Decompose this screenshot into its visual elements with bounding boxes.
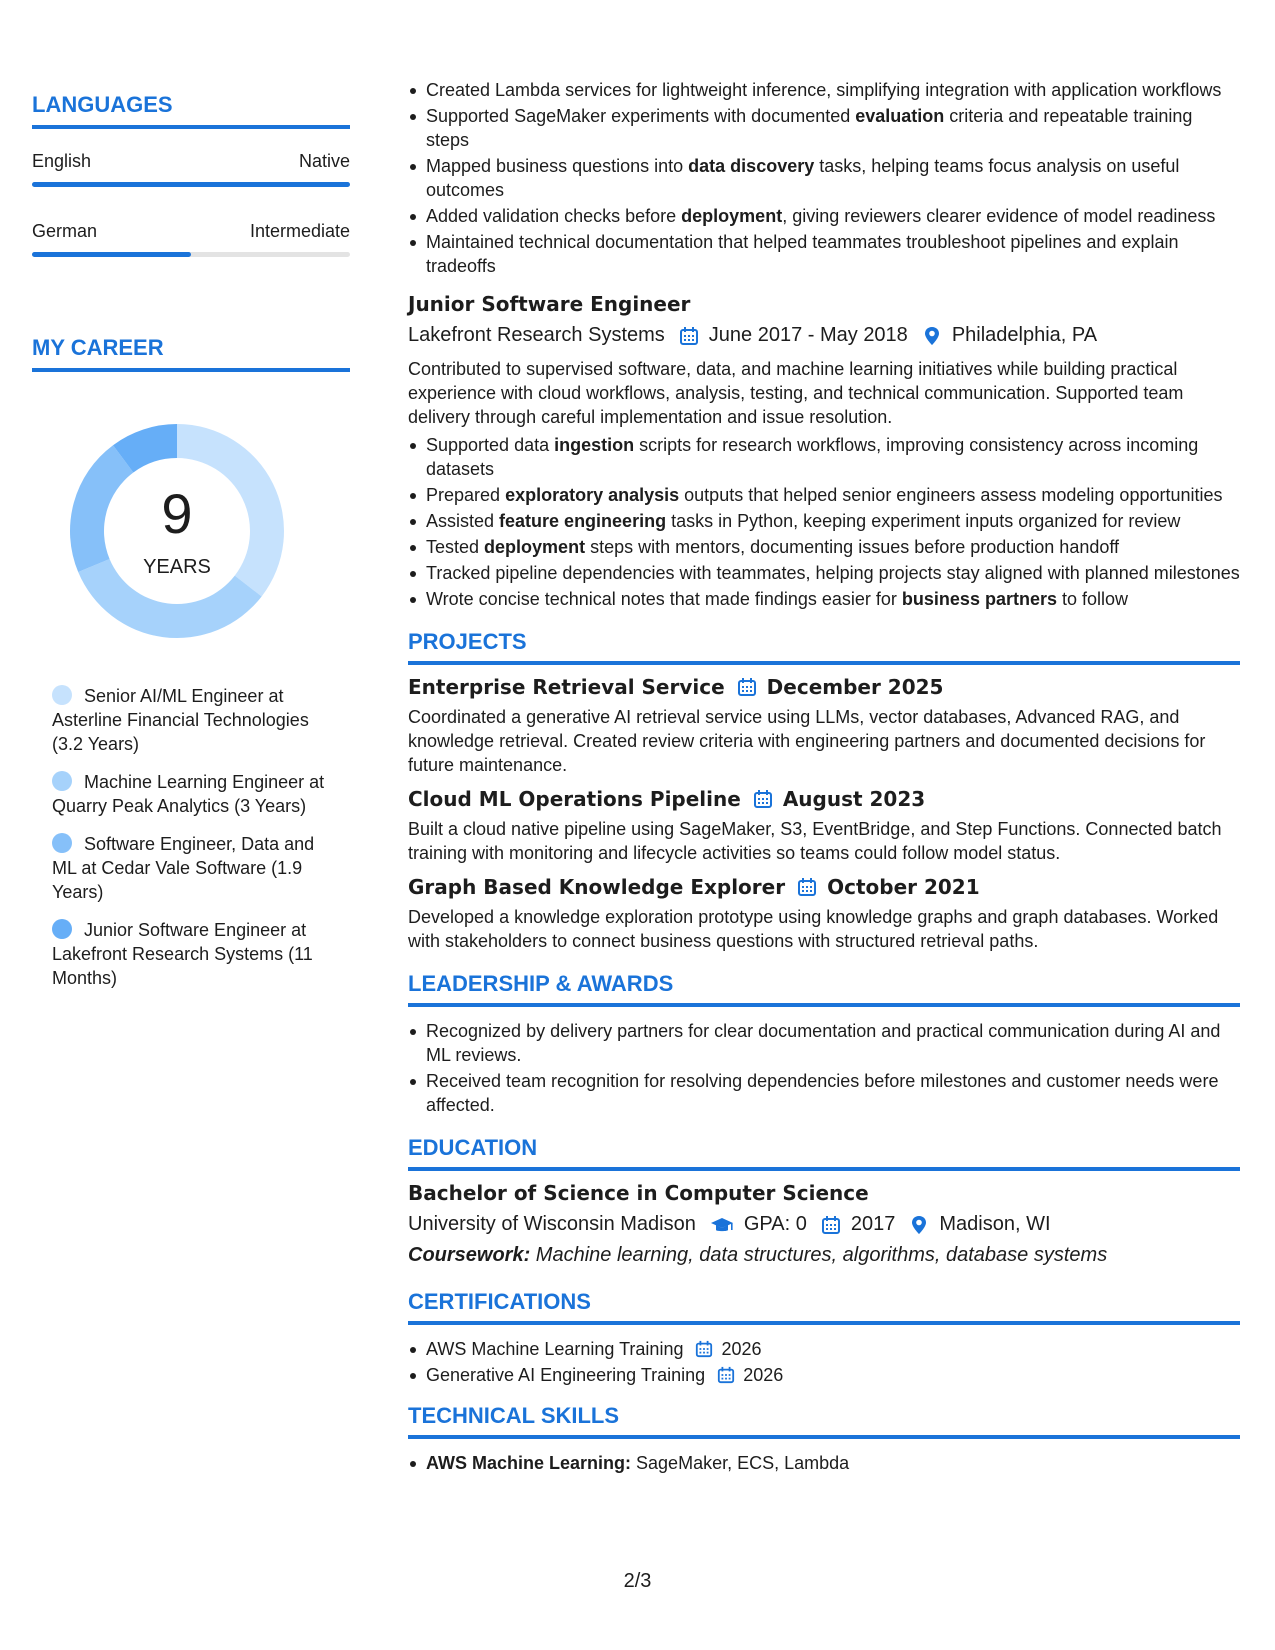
bullet-text: Mapped business questions into	[426, 156, 689, 176]
education-title: EDUCATION	[408, 1135, 1240, 1171]
calendar-icon	[695, 1340, 713, 1358]
bullet-text: Tested	[426, 537, 485, 557]
bullet-item	[426, 104, 1240, 152]
language-proficiency-fill	[32, 182, 350, 187]
skill-item	[426, 1451, 1240, 1475]
language-proficiency-fill	[32, 252, 191, 257]
bullet-text: steps with mentors, documenting issues before production handoff	[585, 537, 1120, 557]
bold-keyword: evaluation	[855, 106, 945, 126]
career-legend	[52, 684, 332, 990]
language-item	[32, 151, 350, 187]
bold-keyword: ingestion	[554, 435, 635, 455]
bullet-text: outputs that helped senior engineers assess modeling opportunities	[679, 485, 1223, 505]
bullet-text: Supported data	[426, 435, 555, 455]
languages-title: LANGUAGES	[32, 92, 350, 129]
bullet-text: Tracked pipeline dependencies with teammates, helping projects stay aligned with planned milestones	[426, 563, 1240, 583]
job-location: Philadelphia, PA	[951, 324, 1098, 346]
language-level: Intermediate	[249, 221, 350, 241]
project-date: October 2021	[827, 875, 980, 899]
bullet-item	[426, 535, 1240, 559]
bullet-item	[426, 483, 1240, 507]
certification-item	[426, 1337, 1240, 1361]
project-date: August 2023	[782, 787, 926, 811]
calendar-icon	[679, 326, 699, 346]
project-item	[408, 787, 1240, 865]
legend-dot	[52, 685, 72, 705]
bullet-item	[426, 509, 1240, 533]
career-title: MY CAREER	[32, 335, 350, 372]
coursework-text: Machine learning, data structures, algorithms, database systems	[530, 1244, 1108, 1266]
career-role-text: Software Engineer, Data and ML at Cedar Vale Software (1.9 Years)	[52, 834, 315, 902]
bullet-item	[426, 587, 1240, 611]
certifications-list	[408, 1337, 1240, 1387]
project-description: Built a cloud native pipeline using SageMaker, S3, EventBridge, and Step Functions. Connected batch training with monitoring and lifecycle activities so teams could follow model status.	[408, 819, 1222, 863]
projects-list	[408, 675, 1240, 953]
certifications-title: CERTIFICATIONS	[408, 1289, 1240, 1325]
certification-year: 2026	[721, 1339, 762, 1359]
career-role-text: Machine Learning Engineer at Quarry Peak Analytics (3 Years)	[52, 772, 325, 816]
leadership-item: Recognized by delivery partners for clear documentation and practical communication during AI and ML reviews.	[426, 1019, 1240, 1067]
calendar-icon	[753, 789, 773, 809]
bullet-text: Assisted	[426, 511, 500, 531]
skill-label: AWS Machine Learning:	[426, 1453, 632, 1473]
skill-value: SageMaker, ECS, Lambda	[631, 1453, 850, 1473]
legend-dot	[52, 919, 72, 939]
career-legend-item	[52, 918, 332, 990]
project-description: Coordinated a generative AI retrieval service using LLMs, vector databases, Advanced RAG, and knowledge retrieval. Created review criteria with engineering partners and documented decisions for future maintenance.	[408, 707, 1206, 775]
bullet-text: scripts for research workflows, improving consistency across incoming datasets	[426, 435, 1199, 479]
job-company: Lakefront Research Systems	[408, 324, 665, 346]
job-meta	[408, 324, 1240, 347]
bullet-text: Supported SageMaker experiments with documented	[426, 106, 856, 126]
bullet-text: , giving reviewers clearer evidence of model readiness	[782, 206, 1216, 226]
job-title: Junior Software Engineer	[408, 292, 691, 316]
leadership-title: LEADERSHIP & AWARDS	[408, 971, 1240, 1007]
calendar-icon	[797, 877, 817, 897]
project-name: Enterprise Retrieval Service	[408, 675, 725, 699]
school-location: Madison, WI	[939, 1213, 1051, 1235]
bold-keyword: exploratory analysis	[505, 485, 680, 505]
certification-name: Generative AI Engineering Training	[426, 1365, 706, 1385]
map-pin-icon	[922, 326, 942, 346]
sidebar	[32, 92, 350, 1004]
legend-dot	[52, 833, 72, 853]
bullet-text: Wrote concise technical notes that made findings easier for	[426, 589, 902, 609]
project-date: December 2025	[766, 675, 944, 699]
page-number: 2/3	[623, 1570, 652, 1592]
career-legend-item	[52, 832, 332, 904]
bullet-item	[426, 561, 1240, 585]
bullet-text: Maintained technical documentation that helped teammates troubleshoot pipelines and explain tradeoffs	[426, 232, 1179, 276]
bullet-item	[426, 204, 1240, 228]
language-level: Native	[298, 151, 350, 171]
skills-list	[408, 1451, 1240, 1475]
school-name: University of Wisconsin Madison	[408, 1213, 696, 1235]
certification-year: 2026	[743, 1365, 784, 1385]
bullet-item	[426, 433, 1240, 481]
skills-title: TECHNICAL SKILLS	[408, 1403, 1240, 1439]
career-total-unit: YEARS	[143, 556, 211, 578]
bullet-item	[426, 78, 1240, 102]
language-item	[32, 221, 350, 257]
graduation-cap-icon	[710, 1215, 734, 1235]
languages-list	[32, 151, 350, 257]
bullet-text: criteria and repeatable training steps	[426, 106, 1193, 150]
bold-keyword: data discovery	[688, 156, 815, 176]
bullet-text: to follow	[1056, 589, 1129, 609]
graduation-year: 2017	[850, 1213, 896, 1235]
projects-title: PROJECTS	[408, 629, 1240, 665]
calendar-icon	[821, 1215, 841, 1235]
bullet-text: tasks in Python, keeping experiment inputs organized for review	[666, 511, 1181, 531]
career-total-number: 9	[161, 482, 193, 545]
education-meta	[408, 1213, 1240, 1236]
bullet-text: Created Lambda services for lightweight inference, simplifying integration with application workflows	[426, 80, 1222, 100]
bullet-item	[426, 154, 1240, 202]
calendar-icon	[737, 677, 757, 697]
main-content	[408, 78, 1240, 1477]
project-name: Cloud ML Operations Pipeline	[408, 787, 741, 811]
language-name: English	[32, 151, 92, 171]
bullet-text: tasks, helping teams focus analysis on useful outcomes	[426, 156, 1180, 200]
gpa: GPA: 0	[743, 1213, 807, 1235]
certification-name: AWS Machine Learning Training	[426, 1339, 684, 1359]
bold-keyword: feature engineering	[499, 511, 667, 531]
degree: Bachelor of Science in Computer Science	[408, 1181, 869, 1205]
career-role-text: Junior Software Engineer at Lakefront Research Systems (11 Months)	[52, 920, 313, 988]
project-item	[408, 675, 1240, 777]
job-dates: June 2017 - May 2018	[708, 324, 908, 346]
career-legend-item	[52, 684, 332, 756]
language-proficiency-bar	[32, 182, 350, 187]
coursework	[408, 1244, 1240, 1267]
leadership-item: Received team recognition for resolving dependencies before milestones and customer needs were affected.	[426, 1069, 1240, 1117]
language-proficiency-bar	[32, 252, 350, 257]
career-legend-item	[52, 770, 332, 818]
previous-job-bullets	[408, 78, 1240, 278]
job-summary: Contributed to supervised software, data, and machine learning initiatives while building practical experience with cloud workflows, analysis, testing, and technical communication. Supported team delivery through careful implementation and issue resolution.	[408, 359, 1184, 427]
legend-dot	[52, 771, 72, 791]
career-role-text: Senior AI/ML Engineer at Asterline Financial Technologies (3.2 Years)	[52, 686, 309, 754]
bullet-text: Added validation checks before	[426, 206, 682, 226]
leadership-list	[408, 1019, 1240, 1117]
project-description: Developed a knowledge exploration prototype using knowledge graphs and graph databases. Worked with stakeholders to connect business questions with structured retrieval paths.	[408, 907, 1219, 951]
certification-item	[426, 1363, 1240, 1387]
bold-keyword: deployment	[484, 537, 586, 557]
map-pin-icon	[909, 1215, 929, 1235]
bold-keyword: deployment	[681, 206, 783, 226]
bold-keyword: business partners	[901, 589, 1057, 609]
language-name: German	[32, 221, 98, 241]
project-item	[408, 875, 1240, 953]
calendar-icon	[717, 1366, 735, 1384]
bullet-text: Prepared	[426, 485, 506, 505]
career-donut-chart	[62, 416, 292, 646]
coursework-label: Coursework:	[408, 1244, 531, 1266]
job-bullets	[408, 433, 1240, 611]
bullet-item	[426, 230, 1240, 278]
project-name: Graph Based Knowledge Explorer	[408, 875, 786, 899]
